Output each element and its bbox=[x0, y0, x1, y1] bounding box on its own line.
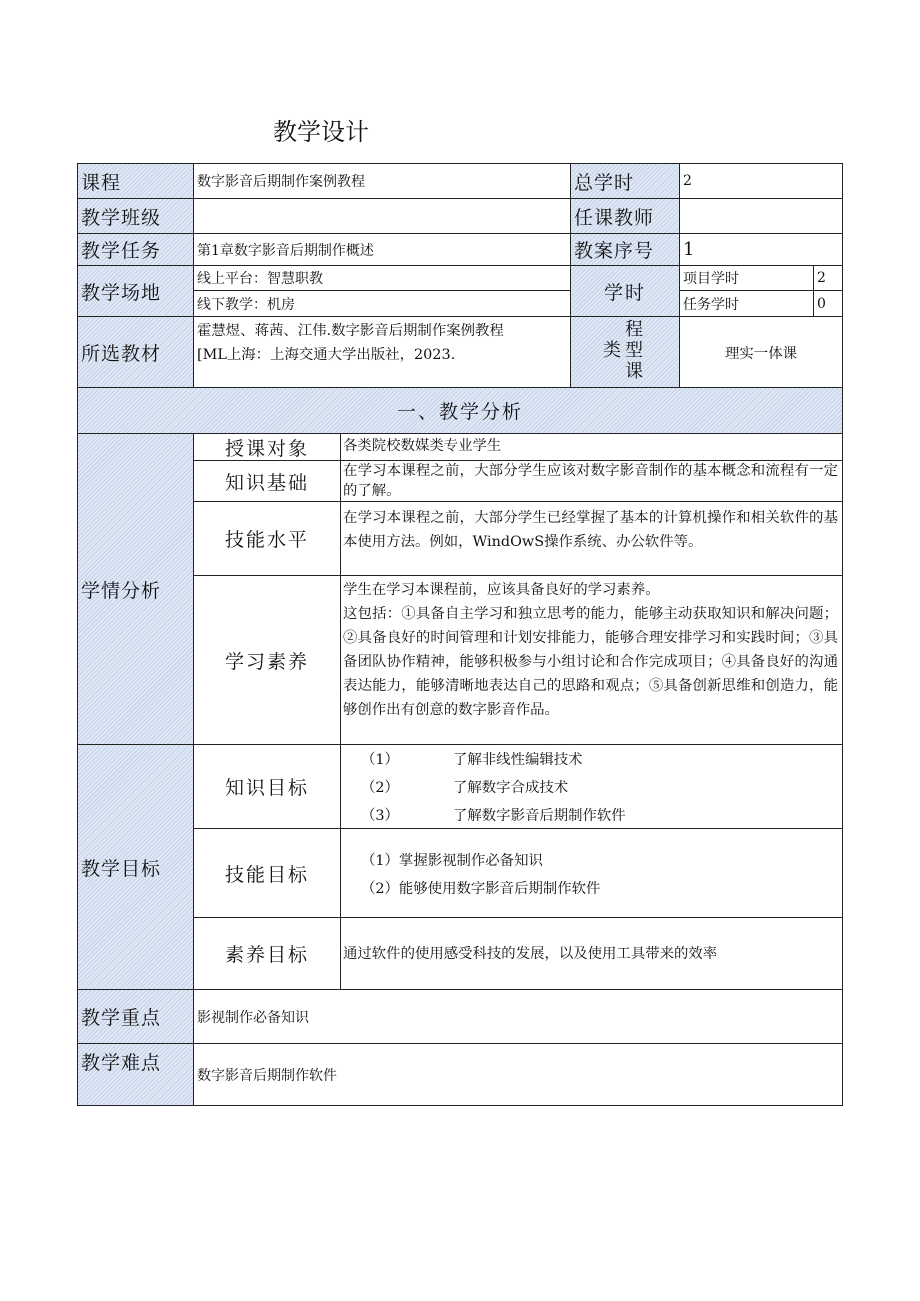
course-label: 课程 bbox=[77, 163, 194, 199]
skill-level-label: 技能水平 bbox=[193, 501, 341, 576]
skill-level-value: 在学习本课程之前，大部分学生已经掌握了基本的计算机操作和相关软件的基本使用方法。例如，WindOwS操作系统、办公软件等。 bbox=[340, 501, 843, 576]
knowledge-goal-label: 知识目标 bbox=[193, 744, 341, 829]
knowledge-base-label: 知识基础 bbox=[193, 460, 341, 502]
learner-analysis-label: 学情分析 bbox=[77, 433, 194, 745]
knowledge-goal-1-num: （1） bbox=[361, 752, 399, 768]
literacy-goal-label: 素养目标 bbox=[193, 917, 341, 990]
skill-goal-1: （1）掌握影视制作必备知识 bbox=[361, 853, 543, 869]
keypoint-value: 影视制作必备知识 bbox=[193, 989, 843, 1044]
teacher-label: 任课教师 bbox=[570, 198, 680, 234]
total-hours-label: 总学时 bbox=[570, 163, 680, 199]
course-type-value: 理实一体课 bbox=[679, 316, 843, 388]
skill-goal-list bbox=[340, 828, 843, 918]
textbook-line-2: [ML上海：上海交通大学出版社，2023. bbox=[197, 347, 456, 363]
teacher-value bbox=[679, 198, 843, 234]
objectives-label: 教学目标 bbox=[77, 744, 194, 990]
knowledge-goal-list bbox=[340, 744, 843, 829]
knowledge-base-value: 在学习本课程之前，大部分学生应该对数字影音制作的基本概念和流程有一定的了解。 bbox=[340, 460, 843, 502]
knowledge-goal-2-num: （2） bbox=[361, 780, 399, 796]
learning-literacy-value bbox=[340, 575, 843, 745]
target-label: 授课对象 bbox=[193, 433, 341, 461]
learning-literacy-label: 学习素养 bbox=[193, 575, 341, 745]
venue-offline: 线下教学：机房 bbox=[193, 290, 571, 317]
literacy-detail: 这包括：①具备自主学习和独立思考的能力，能够主动获取知识和解决问题；②具备良好的时间管理和计划安排能力，能够合理安排学习和实践时间；③具备团队协作精神，能够积极参与小组讨论和合作完成项目；④具备良好的沟通表达能力，能够清晰地表达自己的思路和观点；⑤具备创新思维和创造力，能够创作出有创意的数字影音作品。 bbox=[343, 606, 838, 718]
task-value: 第1章数字影音后期制作概述 bbox=[193, 233, 571, 266]
plan-no-label: 教案序号 bbox=[570, 233, 680, 266]
knowledge-goal-3-num: （3） bbox=[361, 808, 399, 824]
textbook-label: 所选教材 bbox=[77, 316, 194, 388]
difficulty-label: 教学难点 bbox=[77, 1043, 194, 1106]
hours-label: 学时 bbox=[570, 265, 680, 317]
project-hours-label: 项目学时 bbox=[679, 265, 814, 291]
course-value: 数字影音后期制作案例教程 bbox=[193, 163, 571, 199]
class-label: 教学班级 bbox=[77, 198, 194, 234]
course-type-label-2: 类型 bbox=[603, 340, 647, 361]
task-hours-value: 0 bbox=[813, 290, 843, 317]
page-title: 教学设计 bbox=[273, 118, 369, 146]
class-value bbox=[193, 198, 571, 234]
textbook-value bbox=[193, 316, 571, 388]
project-hours-value: 2 bbox=[813, 265, 843, 291]
knowledge-goal-3-text: 了解数字影音后期制作软件 bbox=[453, 808, 626, 824]
task-hours-label: 任务学时 bbox=[679, 290, 814, 317]
knowledge-goal-1-text: 了解非线性编辑技术 bbox=[453, 752, 583, 768]
total-hours-value: 2 bbox=[679, 163, 843, 199]
difficulty-value: 数字影音后期制作软件 bbox=[193, 1043, 843, 1106]
venue-online: 线上平台：智慧职教 bbox=[193, 265, 571, 291]
literacy-intro: 学生在学习本课程前，应该具备良好的学习素养。 bbox=[343, 582, 660, 598]
skill-goal-label: 技能目标 bbox=[193, 828, 341, 918]
textbook-line-1: 霍慧煜、蒋茜、江伟.数字影音后期制作案例教程 bbox=[197, 323, 504, 339]
keypoint-label: 教学重点 bbox=[77, 989, 194, 1044]
knowledge-goal-2-text: 了解数字合成技术 bbox=[453, 780, 569, 796]
literacy-goal-value: 通过软件的使用感受科技的发展，以及使用工具带来的效率 bbox=[340, 917, 843, 990]
course-type-label-3: 课 bbox=[625, 361, 643, 382]
section-title-analysis: 一、教学分析 bbox=[77, 387, 843, 434]
task-label: 教学任务 bbox=[77, 233, 194, 266]
venue-label: 教学场地 bbox=[77, 265, 194, 317]
course-type-label bbox=[570, 316, 680, 388]
target-value: 各类院校数媒类专业学生 bbox=[340, 433, 843, 461]
course-type-label-1: 程 bbox=[625, 319, 643, 340]
plan-no-value: 1 bbox=[679, 233, 843, 266]
skill-goal-2: （2）能够使用数字影音后期制作软件 bbox=[361, 881, 601, 897]
